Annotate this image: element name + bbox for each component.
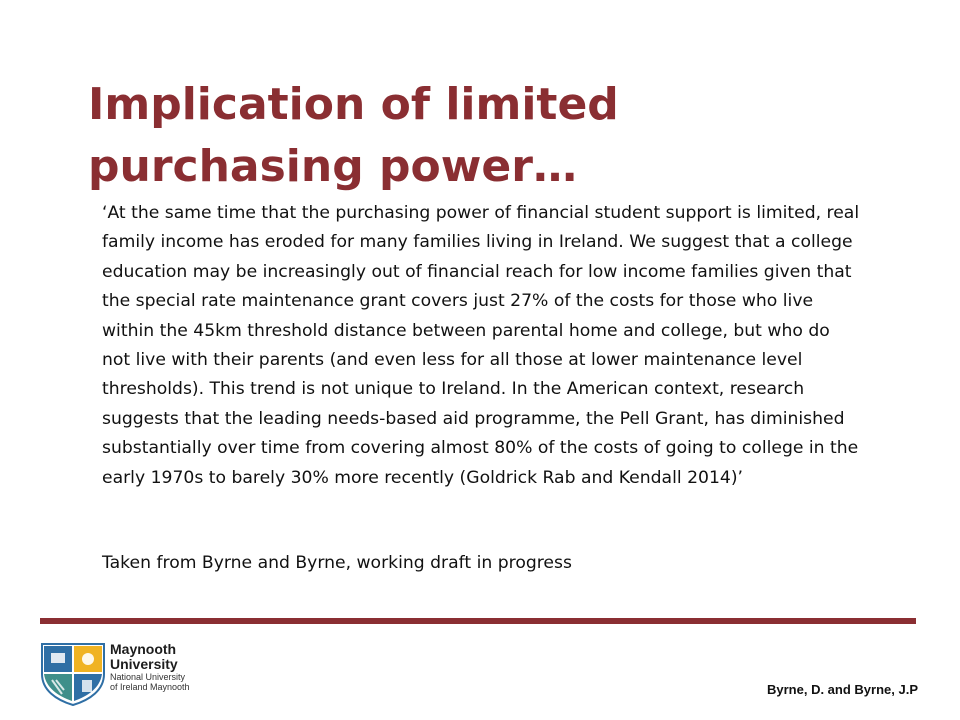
footer-divider bbox=[40, 618, 916, 624]
logo-name-line1: Maynooth bbox=[110, 641, 177, 657]
university-logo bbox=[40, 640, 210, 710]
logo-name-line2: University bbox=[110, 656, 178, 672]
slide-title: Implication of limited purchasing power… bbox=[88, 79, 619, 192]
logo-sub-line1: National University bbox=[110, 672, 186, 682]
crest-icon bbox=[40, 640, 106, 706]
logo-wordmark bbox=[110, 642, 240, 692]
source-attribution: Taken from Byrne and Byrne, working draft in progress bbox=[102, 553, 572, 573]
logo-sub-line2: of Ireland Maynooth bbox=[110, 682, 190, 692]
author-credit: Byrne, D. and Byrne, J.P bbox=[767, 682, 918, 697]
quote-paragraph: ‘At the same time that the purchasing power of financial student support is limited, real family income has eroded for many families living in Ireland. We suggest that a college education may be increasingly out of financial reach for low income families given that the special rate maintenance grant covers just 27% of the costs for those who live within the 45km threshold distance between parental home and college, but who do not live with their parents (and even less for all those at lower maintenance level thresholds). This trend is not unique to Ireland. In the American context, research suggests that the leading needs-based aid programme, the Pell Grant, has diminished substantially over time from covering almost 80% of the costs of going to college in the early 1970s to barely 30% more recently (Goldrick Rab and Kendall 2014)’ bbox=[102, 203, 860, 488]
